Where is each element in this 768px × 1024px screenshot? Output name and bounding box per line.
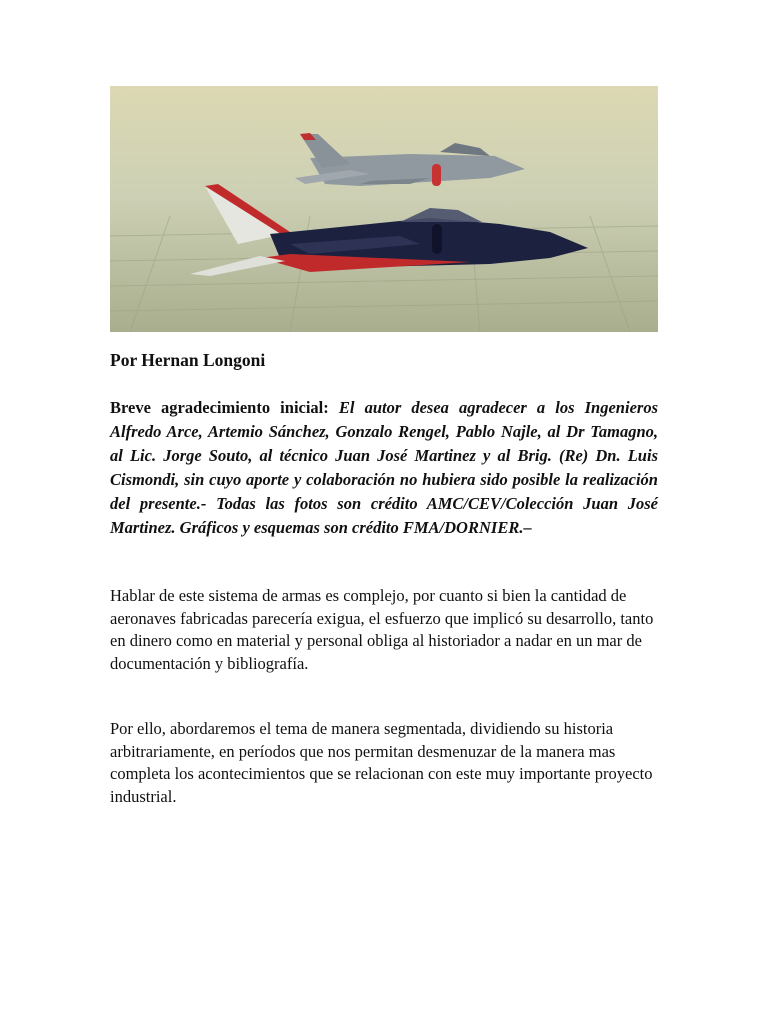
jet-aircraft-photo-icon <box>110 86 658 332</box>
acknowledgement-lead: Breve agradecimiento inicial: <box>110 398 329 417</box>
acknowledgement-paragraph <box>110 396 658 540</box>
body-paragraph-1: Hablar de este sistema de armas es complejo, por cuanto si bien la cantidad de aeronaves fabricadas parecería exigua, el esfuerzo que implicó su desarrollo, tanto en dinero como en material y personal obliga al historiador a nadar en un mar de documentación y bibliografía. <box>110 586 654 673</box>
acknowledgement-text: El autor desea agradecer a los Ingenieros Alfredo Arce, Artemio Sánchez, Gonzalo Rengel, Pablo Najle, al Dr Tamagno, al Lic. Jorge Souto, al técnico Juan José Martinez y al Brig. (Re) Dn. Luis Cismondi, sin cuyo aporte y colaboración no hubiera sido posible la realización del presente.- Todas las fotos son crédito AMC/CEV/Colección Juan José Martinez. Gráficos y esquemas son crédito FMA/DORNIER.– <box>110 398 658 537</box>
body-paragraph-2: Por ello, abordaremos el tema de manera segmentada, dividiendo su historia arbitrariamente, en períodos que nos permitan desmenuzar de la manera mas completa los acontecimientos que se relacionan con este muy importante proyecto industrial. <box>110 719 653 806</box>
author-byline: Por Hernan Longoni <box>110 350 266 370</box>
header-photo <box>110 86 658 332</box>
